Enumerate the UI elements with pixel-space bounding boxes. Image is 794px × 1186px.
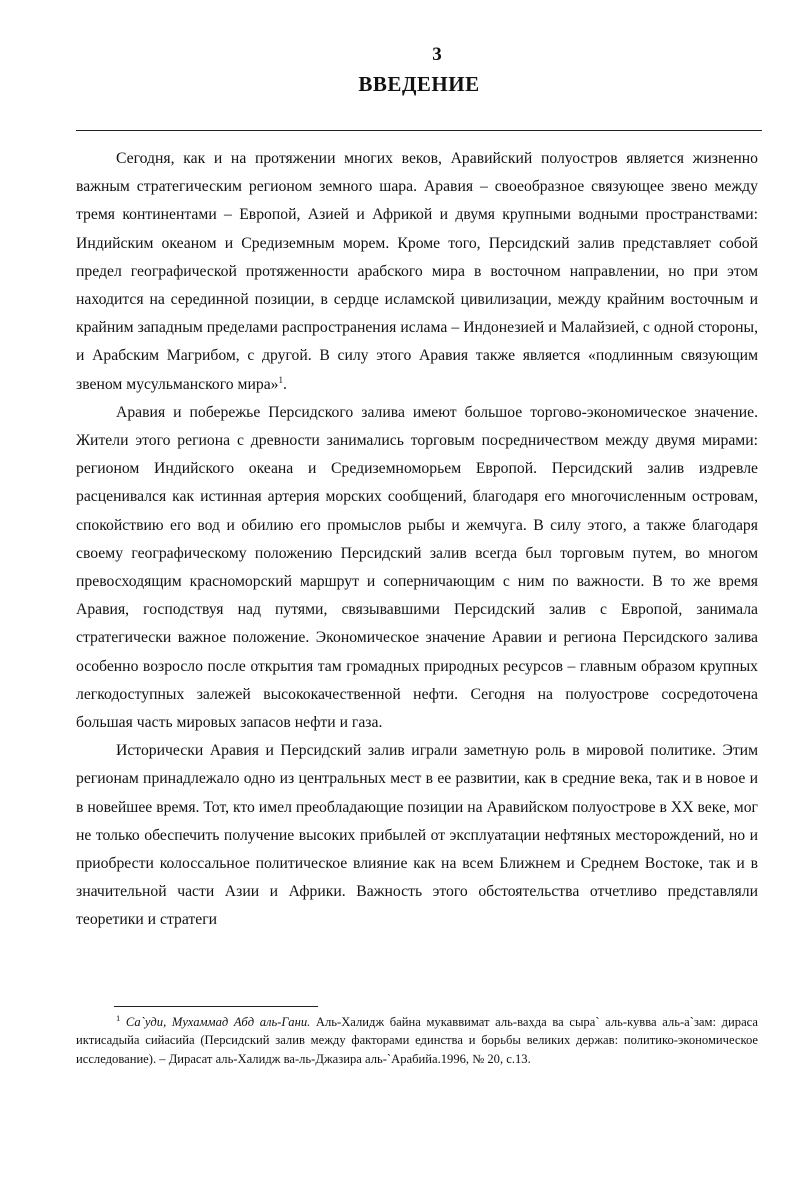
paragraph-1-end: . [283, 375, 287, 393]
page-number: 3 [432, 44, 442, 65]
paragraph-2: Аравия и побережье Персидского залива имеют большое торгово-экономическое значение. Жители этого региона с древности занимались торговым посредничеством между двумя мирами: регионом Индийского океана и Средиземноморьем Европой. Персидский залив издревле расценивался как истинная артерия морских сообщений, благодаря его многочисленным островам, спокойствию его вод и обилию его промыслов рыбы и жемчуга. В силу этого, а также благодаря своему географическому положению Персидский залив всегда был торговым путем, во многом превосходящим красноморский маршрут и соперничающим с ним по важности. В то же время Аравия, господствуя над путями, связывавшими Персидский залив с Европой, занимала стратегически важное положение. Экономическое значение Аравии и региона Персидского залива особенно возросло после открытия там громадных природных ресурсов – главным образом крупных легкодоступных залежей высококачественной нефти. Сегодня на полуострове сосредоточена большая часть мировых запасов нефти и газа. [76, 403, 758, 732]
main-text [76, 145, 758, 935]
paragraph-3: Исторически Аравия и Персидский залив играли заметную роль в мировой политике. Этим регионам принадлежало одно из центральных мест в ее развитии, как в средние века, так и в новое и в новейшее время. Тот, кто имел преобладающие позиции на Аравийском полуострове в XX веке, мог не только обеспечить получение высоких прибылей от эксплуатации нефтяных месторождений, но и приобрести колоссальное политическое влияние как на всем Ближнем и Среднем Востоке, так и в значительной части Азии и Африки. Важность этого обстоятельства отчетливо представляли теоретики и стратеги [76, 742, 758, 929]
footnote-author: Са`уди, Мухаммад Абд аль-Гани. [125, 1015, 311, 1029]
paragraph-1-text: Сегодня, как и на протяжении многих веков, Аравийский полуостров является жизненно важным стратегическим регионом земного шара. Аравия – своеобразное связующее звено между тремя континентами – Европой, Азией и Африкой и двумя крупными водными пространствами: Индийским океаном и Средиземным морем. Кроме того, Персидский залив представляет собой предел географической протяженности арабского мира в восточном направлении, но при этом находится на серединной позиции, в сердце исламской цивилизации, между крайним восточным и крайним западным пределами распространения ислама – Индонезией и Малайзией, с одной стороны, и Арабским Магрибом, с другой. В силу этого Аравия также является «подлинным связующим звеном мусульманского мира» [76, 150, 758, 393]
paragraph-1 [76, 145, 758, 399]
footnote [76, 1013, 758, 1068]
footnote-divider [114, 1006, 318, 1007]
footnote-ref[interactable]: 1 [278, 374, 284, 385]
footnote-number: 1 [116, 1012, 121, 1023]
footnote-text: Аль-Халидж байна мукаввимат аль-вахда ва сыра` аль-кувва аль-а`зам: дираса иктисадыйа сийасийа (Персидский залив между факторами единства и борьбы великих держав: политико-экономическое исследование). – Дирасат аль-Халидж ва-ль-Джазира аль-`Арабийа.1996, № 20, с.13. [76, 1015, 758, 1066]
header-divider [76, 130, 762, 131]
page-title: ВВЕДЕНИЕ [358, 72, 480, 96]
